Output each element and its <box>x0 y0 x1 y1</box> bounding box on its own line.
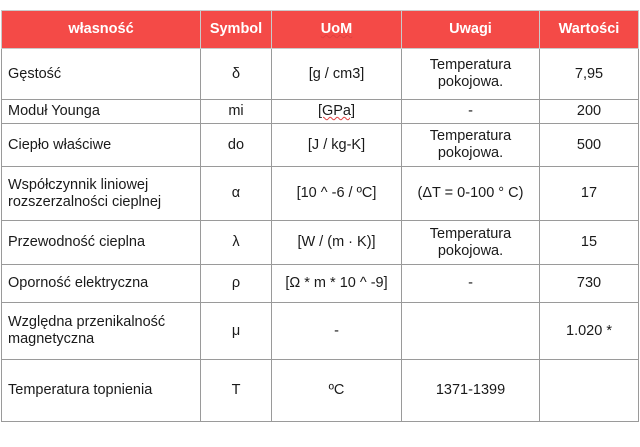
property-cell: Ciepło właściwe <box>2 124 201 167</box>
property-cell: Gęstość <box>2 49 201 100</box>
property-cell: Moduł Younga <box>2 100 201 124</box>
uom-cell: [10 ^ -6 / ºC] <box>272 167 402 221</box>
uom-cell: [W / (m · K)] <box>272 221 402 265</box>
header-uom-label: UoM <box>320 21 353 37</box>
value-cell: 730 <box>540 265 639 303</box>
table-header-row <box>2 11 639 49</box>
value-cell: 15 <box>540 221 639 265</box>
uom-cell <box>272 100 402 124</box>
table-row <box>2 360 639 422</box>
uom-cell: - <box>272 303 402 360</box>
notes-cell: 1371-1399 <box>402 360 540 422</box>
symbol-cell: μ <box>201 303 272 360</box>
property-cell: Współczynnik liniowej rozszerzalności cieplnej <box>2 167 201 221</box>
notes-cell: - <box>402 265 540 303</box>
header-uom <box>272 11 402 49</box>
symbol-cell: δ <box>201 49 272 100</box>
value-cell: 500 <box>540 124 639 167</box>
value-cell <box>540 360 639 422</box>
symbol-cell: T <box>201 360 272 422</box>
value-cell: 200 <box>540 100 639 124</box>
table-row <box>2 100 639 124</box>
symbol-cell: do <box>201 124 272 167</box>
symbol-cell: mi <box>201 100 272 124</box>
notes-cell: Temperatura pokojowa. <box>402 221 540 265</box>
value-cell: 17 <box>540 167 639 221</box>
header-value: Wartości <box>540 11 639 49</box>
table-row <box>2 49 639 100</box>
uom-cell: [Ω * m * 10 ^ -9] <box>272 265 402 303</box>
property-cell: Względna przenikalność magnetyczna <box>2 303 201 360</box>
symbol-cell: ρ <box>201 265 272 303</box>
uom-cell: [J / kg-K] <box>272 124 402 167</box>
notes-cell: - <box>402 100 540 124</box>
property-cell: Oporność elektryczna <box>2 265 201 303</box>
property-cell: Temperatura topnienia <box>2 360 201 422</box>
uom-cell: [g / cm3] <box>272 49 402 100</box>
header-notes: Uwagi <box>402 11 540 49</box>
table-row <box>2 265 639 303</box>
properties-table <box>1 10 639 422</box>
symbol-cell: λ <box>201 221 272 265</box>
symbol-cell: α <box>201 167 272 221</box>
header-property: własność <box>2 11 201 49</box>
table-row <box>2 221 639 265</box>
property-cell: Przewodność cieplna <box>2 221 201 265</box>
table-row <box>2 124 639 167</box>
value-cell: 7,95 <box>540 49 639 100</box>
uom-cell: ºC <box>272 360 402 422</box>
uom-text: [GPa] <box>317 103 356 119</box>
notes-cell <box>402 303 540 360</box>
value-cell: 1.020 * <box>540 303 639 360</box>
header-symbol: Symbol <box>201 11 272 49</box>
notes-cell: Temperatura pokojowa. <box>402 49 540 100</box>
table-row <box>2 303 639 360</box>
table-row <box>2 167 639 221</box>
notes-cell: Temperatura pokojowa. <box>402 124 540 167</box>
notes-cell: (ΔT = 0-100 ° C) <box>402 167 540 221</box>
